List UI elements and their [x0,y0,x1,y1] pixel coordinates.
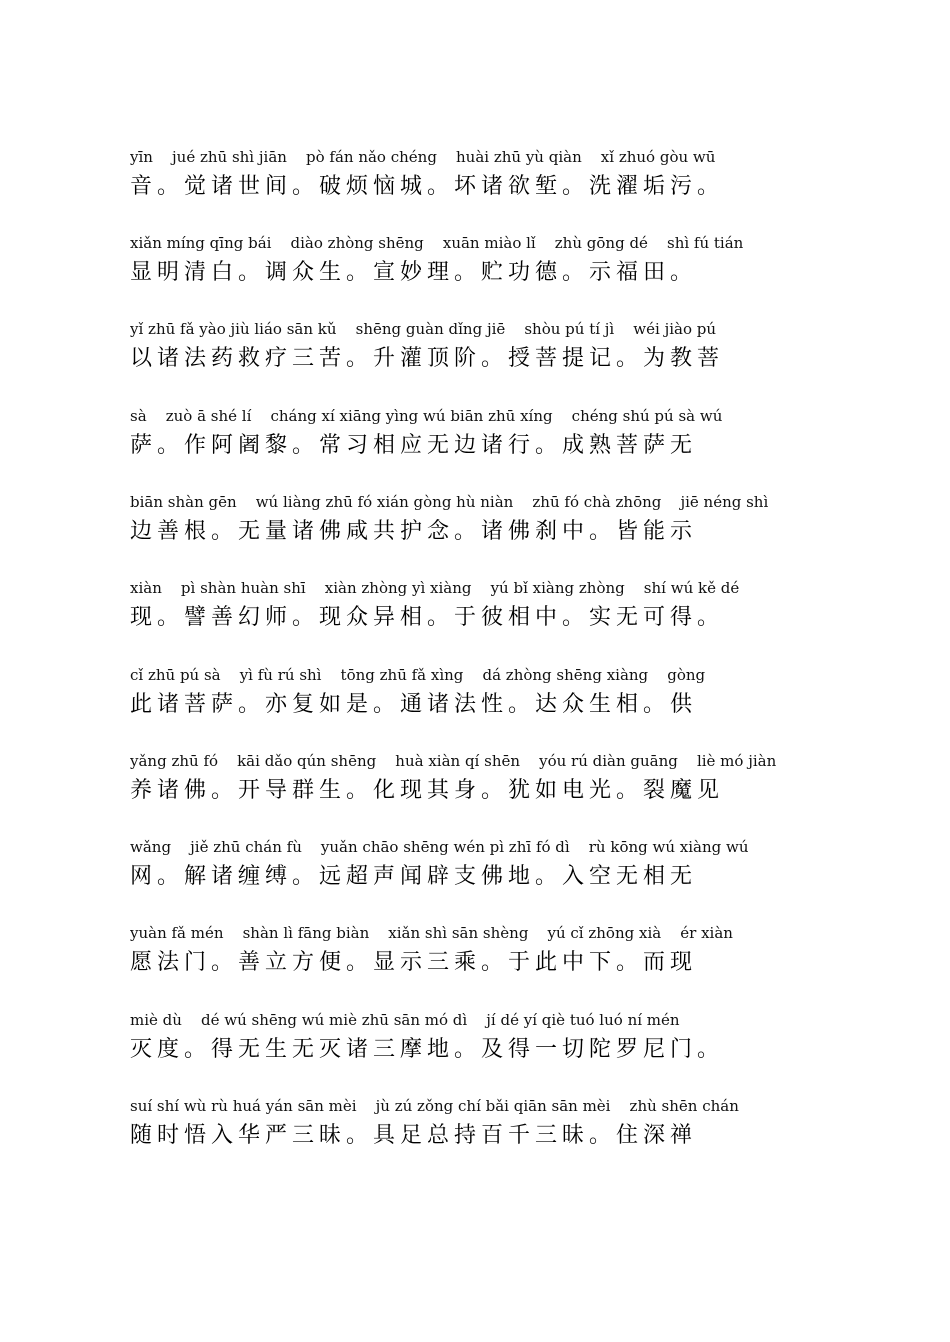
text-line-10 [130,922,870,992]
text-line-2 [130,232,870,302]
hanzi-row: 愿法门。善立方便。显示三乘。于此中下。而现 [130,950,698,975]
text-line-11 [130,1009,870,1079]
hanzi-row: 显明清白。调众生。宣妙理。贮功德。示福田。 [130,260,698,285]
pinyin-row: sà zuò ā shé lí cháng xí xiāng yìng wú biān zhū xíng chéng shú pú sà wú [130,407,723,425]
hanzi-row: 此诸菩萨。亦复如是。通诸法性。达众生相。供 [130,692,698,717]
hanzi-row: 网。解诸缠缚。远超声闻辟支佛地。入空无相无 [130,864,698,889]
text-line-4 [130,405,870,475]
text-line-9 [130,836,870,906]
pinyin-row: wǎng jiě zhū chán fù yuǎn chāo shēng wén pì zhī fó dì rù kōng wú xiàng wú [130,838,749,856]
pinyin-row: yǎng zhū fó kāi dǎo qún shēng huà xiàn qí shēn yóu rú diàn guāng liè mó jiàn [130,752,777,770]
hanzi-row: 灭度。得无生无灭诸三摩地。及得一切陀罗尼门。 [130,1037,725,1062]
pinyin-row: cǐ zhū pú sà yì fù rú shì tōng zhū fǎ xìng dá zhòng shēng xiàng gòng [130,666,706,684]
text-line-8 [130,750,870,820]
hanzi-row: 随时悟入华严三昧。具足总持百千三昧。住深禅 [130,1123,698,1148]
hanzi-row: 萨。作阿阇黎。常习相应无边诸行。成熟菩萨无 [130,433,698,458]
text-line-12 [130,1095,870,1165]
hanzi-row: 以诸法药救疗三苦。升灌顶阶。授菩提记。为教菩 [130,346,725,371]
hanzi-row: 边善根。无量诸佛咸共护念。诸佛刹中。皆能示 [130,519,698,544]
hanzi-row: 现。譬善幻师。现众异相。于彼相中。实无可得。 [130,605,725,630]
pinyin-row: xiàn pì shàn huàn shī xiàn zhòng yì xiàng yú bǐ xiàng zhòng shí wú kě dé [130,579,740,597]
pinyin-row: yǐ zhū fǎ yào jiù liáo sān kǔ shēng guàn dǐng jiē shòu pú tí jì wéi jiào pú [130,320,717,338]
hanzi-row: 养诸佛。开导群生。化现其身。犹如电光。裂魔见 [130,778,725,803]
pinyin-row: miè dù dé wú shēng wú miè zhū sān mó dì jí dé yí qiè tuó luó ní mén [130,1011,680,1029]
pinyin-row: xiǎn míng qīng bái diào zhòng shēng xuān miào lǐ zhù gōng dé shì fú tián [130,234,744,252]
text-line-7 [130,664,870,734]
text-line-5 [130,491,870,561]
pinyin-row: biān shàn gēn wú liàng zhū fó xián gòng hù niàn zhū fó chà zhōng jiē néng shì [130,493,769,511]
text-line-1 [130,146,870,216]
pinyin-row: yuàn fǎ mén shàn lì fāng biàn xiǎn shì sān shèng yú cǐ zhōng xià ér xiàn [130,924,733,942]
text-line-3 [130,318,870,388]
hanzi-row: 音。觉诸世间。破烦恼城。坏诸欲堑。洗濯垢污。 [130,174,725,199]
pinyin-row: yīn jué zhū shì jiān pò fán nǎo chéng huài zhū yù qiàn xǐ zhuó gòu wū [130,148,716,166]
text-line-6 [130,577,870,647]
pinyin-row: suí shí wù rù huá yán sān mèi jù zú zǒng chí bǎi qiān sān mèi zhù shēn chán [130,1097,739,1115]
